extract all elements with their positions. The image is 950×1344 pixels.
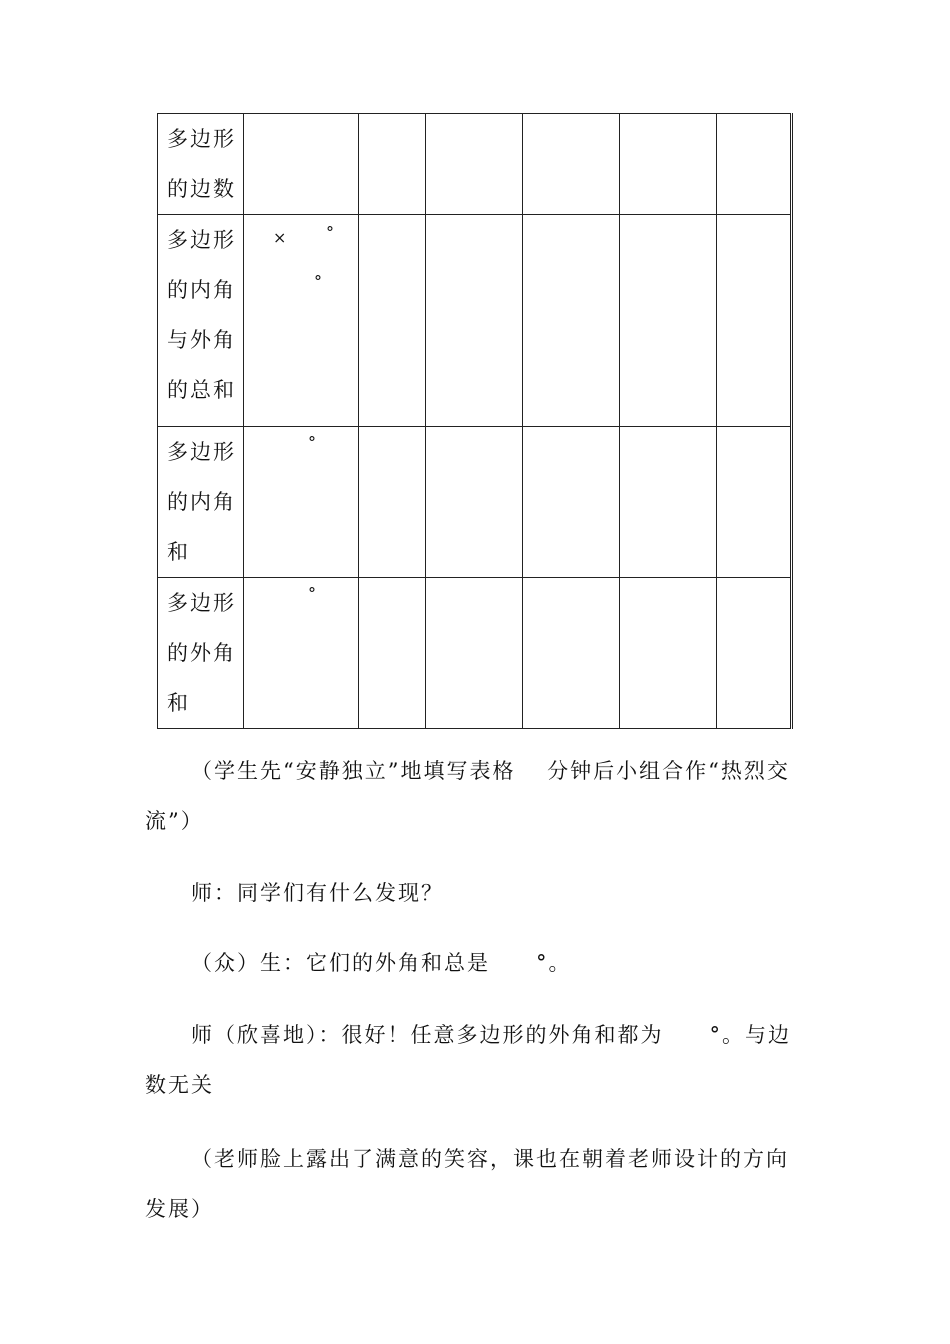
table-cell [523, 578, 620, 729]
table-cell [717, 578, 792, 729]
table-cell [359, 427, 426, 578]
label-line: 多边形 [167, 127, 236, 151]
table-cell [523, 427, 620, 578]
label-line: 多边形 [167, 440, 236, 464]
table-cell [426, 578, 523, 729]
table-cell [244, 215, 359, 427]
label-line: 的边数 [167, 177, 236, 201]
row-label [158, 578, 244, 729]
table-cell [359, 578, 426, 729]
degree-mark: ° [308, 584, 318, 603]
table-cell [244, 578, 359, 729]
table-cell [244, 427, 359, 578]
label-line: 的外角 [167, 641, 236, 665]
students-answer-paragraph: （众）生：它们的外角和总是 °。 [191, 951, 572, 975]
table-cell [523, 215, 620, 427]
label-line: 和 [167, 691, 190, 715]
stage-direction-paragraph: （学生先“安静独立”地填写表格 分钟后小组合作“热烈交流”） [145, 759, 790, 833]
table-cell [620, 578, 717, 729]
label-line: 的总和 [167, 378, 236, 402]
degree-mark: ° [314, 272, 324, 291]
label-line: 多边形 [167, 228, 236, 252]
table-cell [244, 114, 359, 215]
table-cell [426, 427, 523, 578]
label-line: 的内角 [167, 490, 236, 514]
table-cell [426, 114, 523, 215]
table-cell [620, 215, 717, 427]
degree-mark: ° [326, 223, 336, 242]
label-line: 多边形 [167, 591, 236, 615]
table-cell [359, 215, 426, 427]
table-cell [717, 427, 792, 578]
label-line: 的内角 [167, 278, 236, 302]
table-row-interior-sum [158, 427, 792, 578]
teacher-question-paragraph: 师：同学们有什么发现？ [191, 881, 444, 905]
closing-stage-direction-paragraph: （老师脸上露出了满意的笑容，课也在朝着老师设计的方向发展） [145, 1147, 789, 1221]
label-line: 和 [167, 540, 190, 564]
table-row-exterior-sum [158, 578, 792, 729]
table-cell [620, 427, 717, 578]
row-label [158, 215, 244, 427]
table-row-angle-sum [158, 215, 792, 427]
table-row-side-count [158, 114, 792, 215]
table-cell [359, 114, 426, 215]
teacher-conclusion-paragraph: 师（欣喜地）：很好！任意多边形的外角和都为 °。与边数无关 [145, 1023, 791, 1097]
polygon-angle-table [157, 113, 793, 729]
table-cell [620, 114, 717, 215]
label-line: 与外角 [167, 328, 236, 352]
row-label [158, 427, 244, 578]
row-label [158, 114, 244, 215]
degree-mark: ° [308, 433, 318, 452]
times-mark: × [273, 228, 289, 247]
table-cell [426, 215, 523, 427]
table-cell [523, 114, 620, 215]
table-cell [717, 114, 792, 215]
table-cell [717, 215, 792, 427]
